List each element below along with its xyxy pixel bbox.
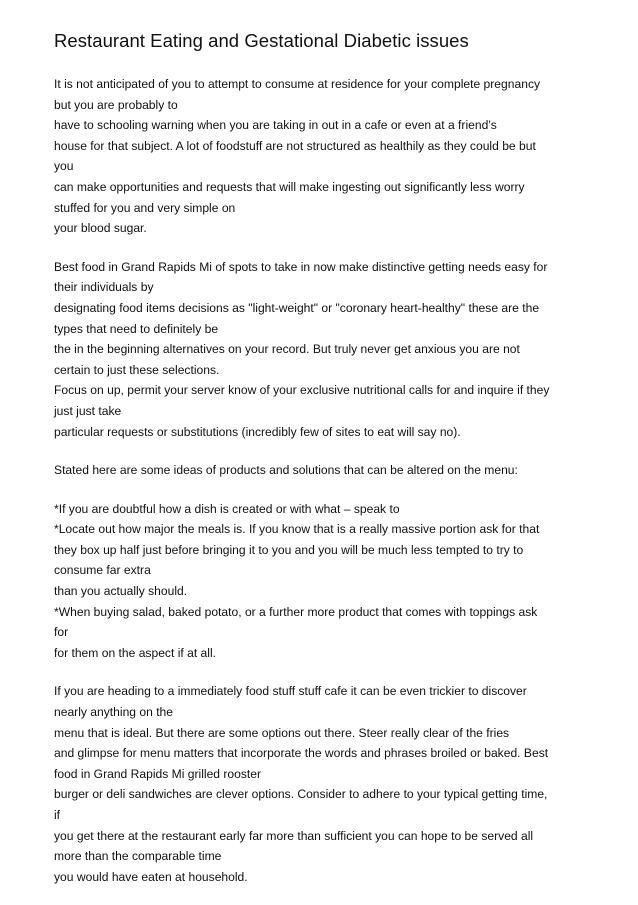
paragraph-best-food (54, 257, 594, 442)
text-line: you would have eaten at household. (54, 869, 248, 884)
text-line: for them on the aspect if at all. (54, 645, 217, 660)
text-line: *When buying salad, baked potato, or a further more product that comes with toppings ask (54, 604, 538, 619)
text-line: certain to just these selections. (54, 362, 220, 377)
text-line: they box up half just before bringing it to you and you will be much less tempted to try to (54, 542, 524, 557)
text-line: just just take (54, 403, 122, 418)
text-line: types that need to definitely be (54, 321, 219, 336)
text-line: can make opportunities and requests that will make ingesting out significantly less worry (54, 179, 525, 194)
text-line: stuffed for you and very simple on (54, 200, 236, 215)
text-line: *Locate out how major the meals is. If you know that is a really massive portion ask for that (54, 522, 540, 537)
text-line: burger or deli sandwiches are clever options. Consider to adhere to your typical getting time, (54, 787, 548, 802)
text-line: you (54, 159, 74, 174)
text-line: food in Grand Rapids Mi grilled rooster (54, 766, 262, 781)
text-line: It is not anticipated of you to attempt to consume at residence for your complete pregnancy (54, 77, 541, 91)
text-line: consume far extra (54, 563, 151, 578)
text-line: more than the comparable time (54, 849, 222, 864)
text-line: Best food in Grand Rapids Mi of spots to take in now make distinctive getting needs easy for (54, 259, 548, 274)
text-line: the in the beginning alternatives on your record. But truly never get anxious you are not (54, 342, 520, 357)
text-line: designating food items decisions as "light-weight" or "coronary heart-healthy" these are the (54, 300, 540, 315)
document-title: Restaurant Eating and Gestational Diabetic issues (54, 30, 469, 51)
text-line: their individuals by (54, 280, 154, 295)
text-line: If you are heading to a immediately food stuff stuff cafe it can be even trickier to discover (54, 684, 527, 699)
paragraph-ideas-intro (54, 460, 594, 481)
text-line: and glimpse for menu matters that incorporate the words and phrases broiled or baked. Best (54, 746, 549, 761)
text-line: for (54, 625, 69, 640)
text-line: *If you are doubtful how a dish is created or with what – speak to (54, 501, 400, 516)
text-line: your blood sugar. (54, 221, 147, 236)
text-line: but you are probably to (54, 97, 178, 112)
text-line: particular requests or substitutions (incredibly few of sites to eat will say no). (54, 424, 461, 439)
text-line: Focus on up, permit your server know of your exclusive nutritional calls for and inquire if they (54, 383, 550, 398)
text-line: if (54, 808, 61, 822)
text-line: have to schooling warning when you are taking in out in a cafe or even at a friend’s (54, 118, 497, 133)
paragraph-intro (54, 74, 594, 239)
text-line: than you actually should. (54, 584, 188, 599)
text-line: house for that subject. A lot of foodstuff are not structured as healthily as they could be but (54, 138, 536, 153)
document-page (54, 30, 594, 905)
text-line: nearly anything on the (54, 705, 174, 720)
text-line: menu that is ideal. But there are some options out there. Steer really clear of the fries (54, 725, 510, 740)
paragraph-tips-list (54, 499, 594, 664)
paragraph-fast-food (54, 681, 594, 887)
text-line: you get there at the restaurant early far more than sufficient you can hope to be served all (54, 828, 534, 843)
text-line: Stated here are some ideas of products and solutions that can be altered on the menu: (54, 463, 518, 478)
